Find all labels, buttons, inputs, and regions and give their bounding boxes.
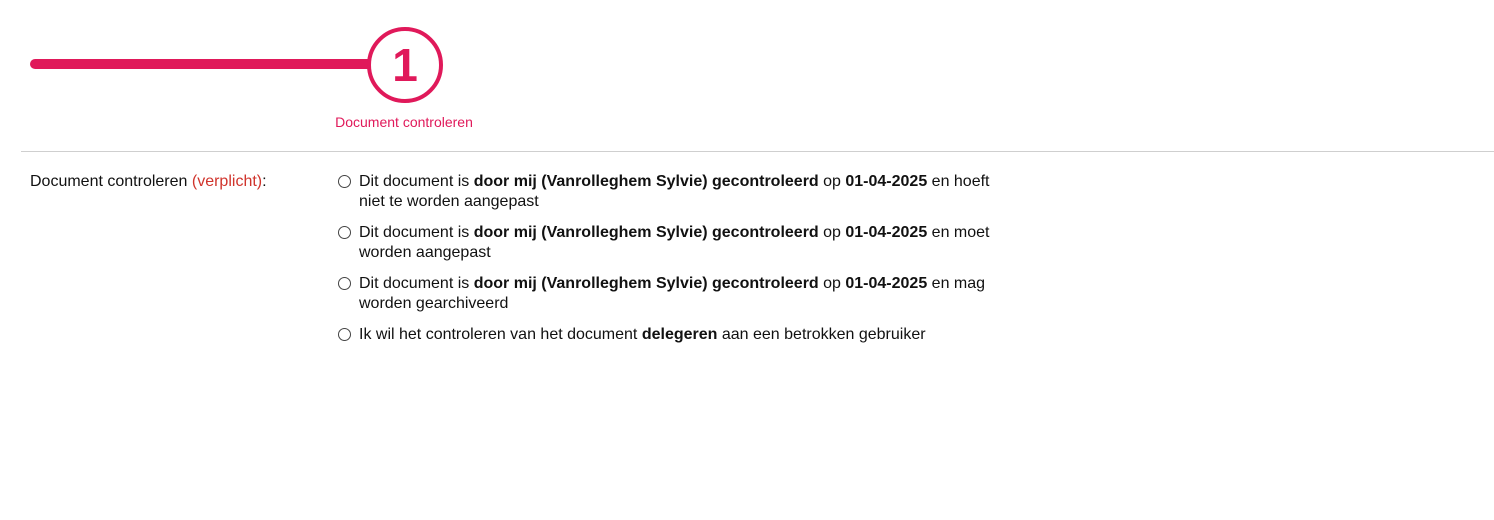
radio-option-label xyxy=(359,223,999,263)
field-label-text: Document controleren xyxy=(30,173,188,190)
step-1-number: 1 xyxy=(392,39,418,91)
option-text-delegate: delegeren xyxy=(641,326,718,343)
option-text-prefix: Dit document is xyxy=(359,173,474,190)
radio-option-delegate[interactable] xyxy=(338,325,1018,345)
step-1-indicator xyxy=(367,27,443,103)
progress-stepper xyxy=(0,0,1494,150)
radio-option-label xyxy=(359,274,999,314)
option-text-middle: op xyxy=(818,173,846,190)
radio-button[interactable] xyxy=(338,175,351,188)
field-label xyxy=(30,172,267,192)
option-text-date: 01-04-2025 xyxy=(845,224,928,241)
option-text-reviewer: door mij (Vanrolleghem Sylvie) gecontroleerd xyxy=(473,173,819,190)
stepper-progress-line xyxy=(30,59,375,69)
step-1-label: Document controleren xyxy=(335,114,473,130)
option-text-date: 01-04-2025 xyxy=(845,275,928,292)
section-divider xyxy=(21,151,1494,152)
option-text-reviewer: door mij (Vanrolleghem Sylvie) gecontroleerd xyxy=(473,275,819,292)
option-text-middle: aan een betrokken gebruiker xyxy=(717,326,926,343)
option-text-prefix: Dit document is xyxy=(359,275,474,292)
option-text-date: 01-04-2025 xyxy=(845,173,928,190)
option-text-prefix: Ik wil het controleren van het document xyxy=(359,326,642,343)
radio-option-label xyxy=(359,172,999,212)
radio-option-no-changes[interactable] xyxy=(338,172,1018,212)
radio-option-needs-changes[interactable] xyxy=(338,223,1018,263)
field-label-colon: : xyxy=(262,173,267,190)
radio-button[interactable] xyxy=(338,226,351,239)
radio-option-archive[interactable] xyxy=(338,274,1018,314)
option-text-middle: op xyxy=(818,224,846,241)
option-text-reviewer: door mij (Vanrolleghem Sylvie) gecontroleerd xyxy=(473,224,819,241)
option-text-suffix: en hoeft niet te worden aangepast xyxy=(359,173,990,210)
option-text-suffix: en mag worden gearchiveerd xyxy=(359,275,986,312)
radio-option-label xyxy=(359,325,926,345)
radio-button[interactable] xyxy=(338,277,351,290)
option-text-prefix: Dit document is xyxy=(359,224,474,241)
review-options-radio-group xyxy=(338,172,1018,356)
option-text-suffix: en moet worden aangepast xyxy=(359,224,990,261)
radio-button[interactable] xyxy=(338,328,351,341)
required-indicator: (verplicht) xyxy=(191,173,263,190)
option-text-middle: op xyxy=(818,275,846,292)
